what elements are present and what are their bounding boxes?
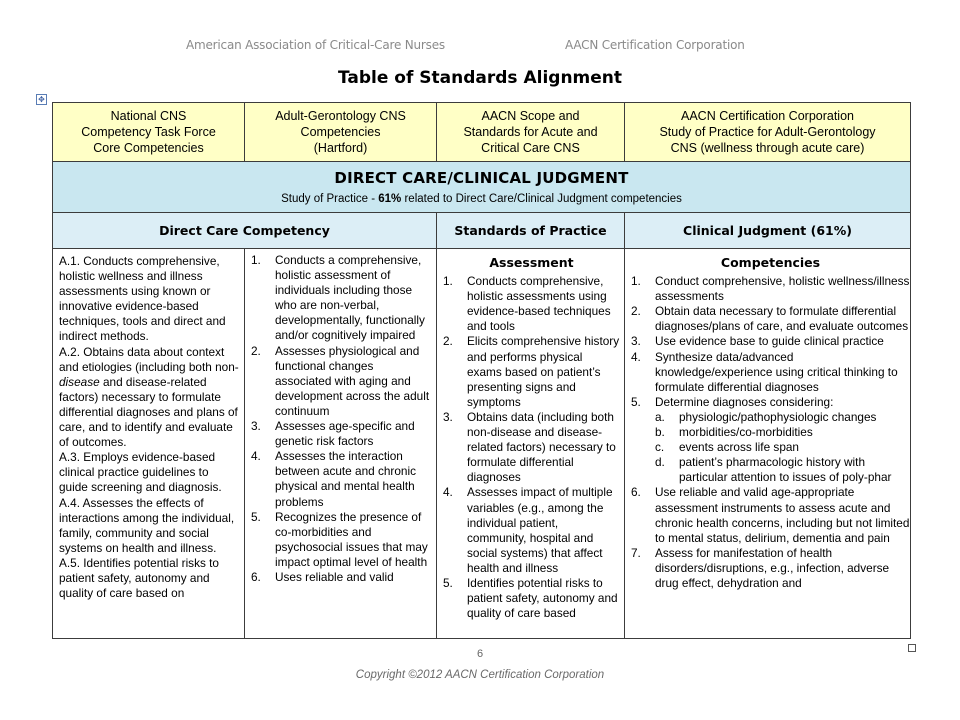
header-certification-corp: AACN Certification Corporation — [565, 38, 745, 52]
section-banner — [53, 162, 911, 213]
list-item: 7. Assess for manifestation of health disorders/disruptions, e.g., infection, adverse drug effect, dehydration and — [631, 545, 890, 590]
subheader-direct-care: Direct Care Competency — [53, 213, 437, 249]
list-subitem: b. morbidities/co-morbidities — [655, 425, 813, 440]
list-subitem: c. events across life span — [655, 440, 799, 455]
cell-hartford — [245, 249, 437, 639]
table-move-handle-icon[interactable]: ✥ — [36, 94, 47, 105]
page-number: 6 — [476, 648, 484, 660]
list-item: 1. Conducts comprehensive, holistic assessments using evidence-based techniques and tools — [443, 274, 611, 334]
list-item: 6. Use reliable and valid age-appropriate assessment instruments to assess acute and chronic health concerns, including but not limited to mental status, delirium, dementia and pain — [631, 485, 910, 545]
col-header-study-of-practice — [625, 103, 911, 162]
competency-text: A.2. Obtains data about context and etiologies (including both non-disease and disease-related factors) necessary to formulate differential diagnoses and plans of care, and to identify and evaluate of outcomes. — [59, 344, 239, 450]
competency-text: A.3. Employs evidence-based clinical practice guidelines to guide screening and diagnosis. — [59, 450, 222, 495]
list-item: 5. Recognizes the presence of co-morbidities and psychosocial issues that may impact optimal level of health — [251, 509, 428, 569]
list-subitem: a. physiologic/pathophysiologic changes — [655, 409, 877, 424]
list-item: 1. Conduct comprehensive, holistic wellness/illness assessments — [631, 274, 910, 304]
content-row — [53, 249, 911, 639]
cell-study-of-practice — [625, 249, 911, 639]
copyright-footer: Copyright ©2012 AACN Certification Corporation — [355, 669, 605, 681]
competency-text: A.1. Conducts comprehensive, holistic wellness and illness assessments using known or innovative evidence-based techniques, tools and direct and indirect methods. — [59, 254, 226, 344]
col-header-text: Adult-Gerontology CNS Competencies (Hartford) — [275, 109, 406, 155]
list-item: 4. Assesses impact of multiple variables (e.g., among the individual patient, community, hospital and social systems) that affect health and illness — [443, 485, 613, 575]
col-header-text: National CNS Competency Task Force Core Competencies — [81, 109, 216, 155]
section-row — [53, 162, 911, 213]
col-header-hartford — [245, 103, 437, 162]
assessment-heading: Assessment — [489, 255, 574, 270]
list-subitem: d. patient’s pharmacologic history with particular attention to issues of poly-phar — [655, 455, 892, 485]
cell-aacn-scope — [437, 249, 625, 639]
cell-national-cns — [53, 249, 245, 639]
list-item: 3. Obtains data (including both non-disease and disease-related factors) necessary to formulate differential diagnoses — [443, 409, 616, 485]
list-item: 2. Elicits comprehensive history and performs physical exams based on patient’s presenting signs and symptoms — [443, 334, 620, 409]
competency-text: A.5. Identifies potential risks to patient safety, autonomy and quality of care based on — [59, 555, 219, 601]
competencies-heading: Competencies — [720, 255, 821, 270]
list-item: 1. Conducts a comprehensive, holistic assessment of individuals including those who are non-verbal, developmentally, functionally and/or cognitively impaired — [251, 253, 425, 343]
page-title: Table of Standards Alignment — [337, 68, 623, 88]
list-item: 6. Uses reliable and valid — [251, 569, 394, 584]
column-header-row — [53, 103, 911, 162]
list-item: 4. Synthesize data/advanced knowledge/experience using critical thinking to formulate differential diagnoses — [631, 349, 898, 394]
list-item: 3. Assesses age-specific and genetic risk factors — [251, 419, 415, 449]
header-organization: American Association of Critical-Care Nurses — [186, 38, 445, 52]
section-title: DIRECT CARE/CLINICAL JUDGMENT — [334, 169, 629, 187]
section-subtitle: Study of Practice - 61% related to Direct Care/Clinical Judgment competencies — [281, 193, 682, 205]
subheader-standards: Standards of Practice — [437, 213, 625, 249]
diagnosis-considerations-list — [655, 410, 910, 485]
col-header-national-cns — [53, 103, 245, 162]
list-item: 2. Obtain data necessary to formulate differential diagnoses/plans of care, and evaluate outcomes — [631, 304, 909, 334]
col-header-text: AACN Certification Corporation Study of Practice for Adult-Gerontology CNS (wellness through acute care) — [659, 109, 876, 155]
subheader-row — [53, 213, 911, 249]
standards-alignment-table — [52, 102, 911, 639]
list-item: 3. Use evidence base to guide clinical practice — [631, 334, 884, 349]
list-item: 5. Identifies potential risks to patient safety, autonomy and quality of care based — [443, 575, 618, 621]
list-item: 5. Determine diagnoses considering: a. physiologic/pathophysiologic changes b. morbidities/co-morbidities c. events across life span d. patient’s pharmacologic history with particular attention to issues of poly-phar — [631, 395, 910, 486]
list-item: 4. Assesses the interaction between acute and chronic physical and mental health problems — [251, 449, 417, 509]
col-header-text: AACN Scope and Standards for Acute and Critical Care CNS — [463, 109, 598, 155]
list-item: 2. Assesses physiological and functional changes associated with aging and development across the adult continuum — [251, 343, 430, 418]
col-header-aacn-scope — [437, 103, 625, 162]
competency-text: A.4. Assesses the effects of interactions among the individual, family, community and social systems on health and illness. — [59, 495, 235, 555]
subheader-clinical-judgment: Clinical Judgment (61%) — [625, 213, 911, 249]
